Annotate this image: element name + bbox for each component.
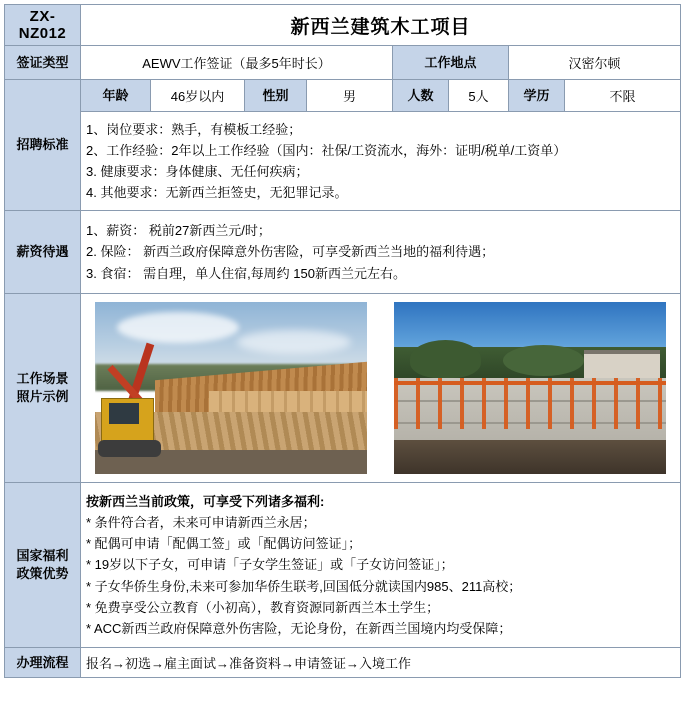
count-value: 5人 [449,80,509,112]
welfare-item: * 子女华侨生身份,未来可参加华侨生联考,回国低分就读国内985、211高校； [86,578,522,594]
welfare-label-line2: 政策优势 [16,566,69,581]
welfare-item: * 免费享受公立教育（小初高），教育资源同新西兰本土学生； [86,599,440,615]
criteria-item: 3. 健康要求：身体健康、无任何疾病； [86,164,309,179]
criteria-item: 1、岗位要求：熟手，有模板工经验； [86,121,302,137]
welfare-item: * 19岁以下子女，可申请「子女学生签证」或「子女访问签证」； [86,557,454,573]
photos-label-line2: 照片示例 [16,389,69,404]
salary-item: 1、薪资： 税前27新西兰元/时； [86,223,271,239]
salary-row [5,211,681,294]
welfare-item: * 条件符合者，未来可申请新西兰永居； [86,515,316,531]
criteria-attributes-row [5,80,681,112]
welfare-item: * ACC新西兰政府保障意外伤害险，无论身份，在新西兰国境内均受保障； [86,620,512,636]
welfare-label [5,483,81,648]
visa-row [5,46,681,80]
education-value: 不限 [565,80,681,112]
project-code: ZX-NZ012 [5,5,81,46]
process-row [5,648,681,678]
process-label: 办理流程 [5,648,81,678]
job-posting-table [4,4,681,678]
welfare-list [81,483,681,648]
salary-label: 薪资待遇 [5,211,81,294]
photos-cell [81,294,681,483]
work-place-label: 工作地点 [393,46,509,80]
age-label: 年龄 [81,80,151,112]
gender-value: 男 [307,80,393,112]
criteria-details-row [5,112,681,211]
criteria-list [81,112,681,211]
demolition-timber-site-photo [95,302,367,474]
age-value: 46岁以内 [151,80,245,112]
visa-type-label: 签证类型 [5,46,81,80]
welfare-heading: 按新西兰当前政策，可享受下列诸多福利: [86,494,325,510]
photos-label-line1: 工作场景 [16,371,69,387]
welfare-row [5,483,681,648]
header-row [5,5,681,46]
concrete-slab-foundation-photo [394,302,666,474]
work-place-value: 汉密尔顿 [509,46,681,80]
count-label: 人数 [393,80,449,112]
salary-list [81,211,681,294]
criteria-item: 2、工作经验：2年以上工作经验（国内：社保/工资流水，海外：证明/税单/工资单） [86,142,567,158]
salary-item: 3. 食宿： 需自理，单人住宿,每周约 150新西兰元左右。 [86,265,406,281]
salary-item: 2. 保险： 新西兰政府保障意外伤害险，可享受新西兰当地的福利待遇； [86,244,495,260]
criteria-label: 招聘标准 [5,80,81,211]
photos-label [5,294,81,483]
visa-type-value: AEWV工作签证（最多5年时长） [81,46,393,80]
process-value: 报名→初选→雇主面试→准备资料→申请签证→入境工作 [81,648,681,678]
photos-row [5,294,681,483]
criteria-item: 4. 其他要求：无新西兰拒签史，无犯罪记录。 [86,185,348,201]
education-label: 学历 [509,80,565,112]
welfare-item: * 配偶可申请「配偶工签」或「配偶访问签证」； [86,536,362,552]
gender-label: 性别 [245,80,307,112]
welfare-label-line1: 国家福利 [16,548,69,564]
page-title: 新西兰建筑木工项目 [81,5,681,46]
